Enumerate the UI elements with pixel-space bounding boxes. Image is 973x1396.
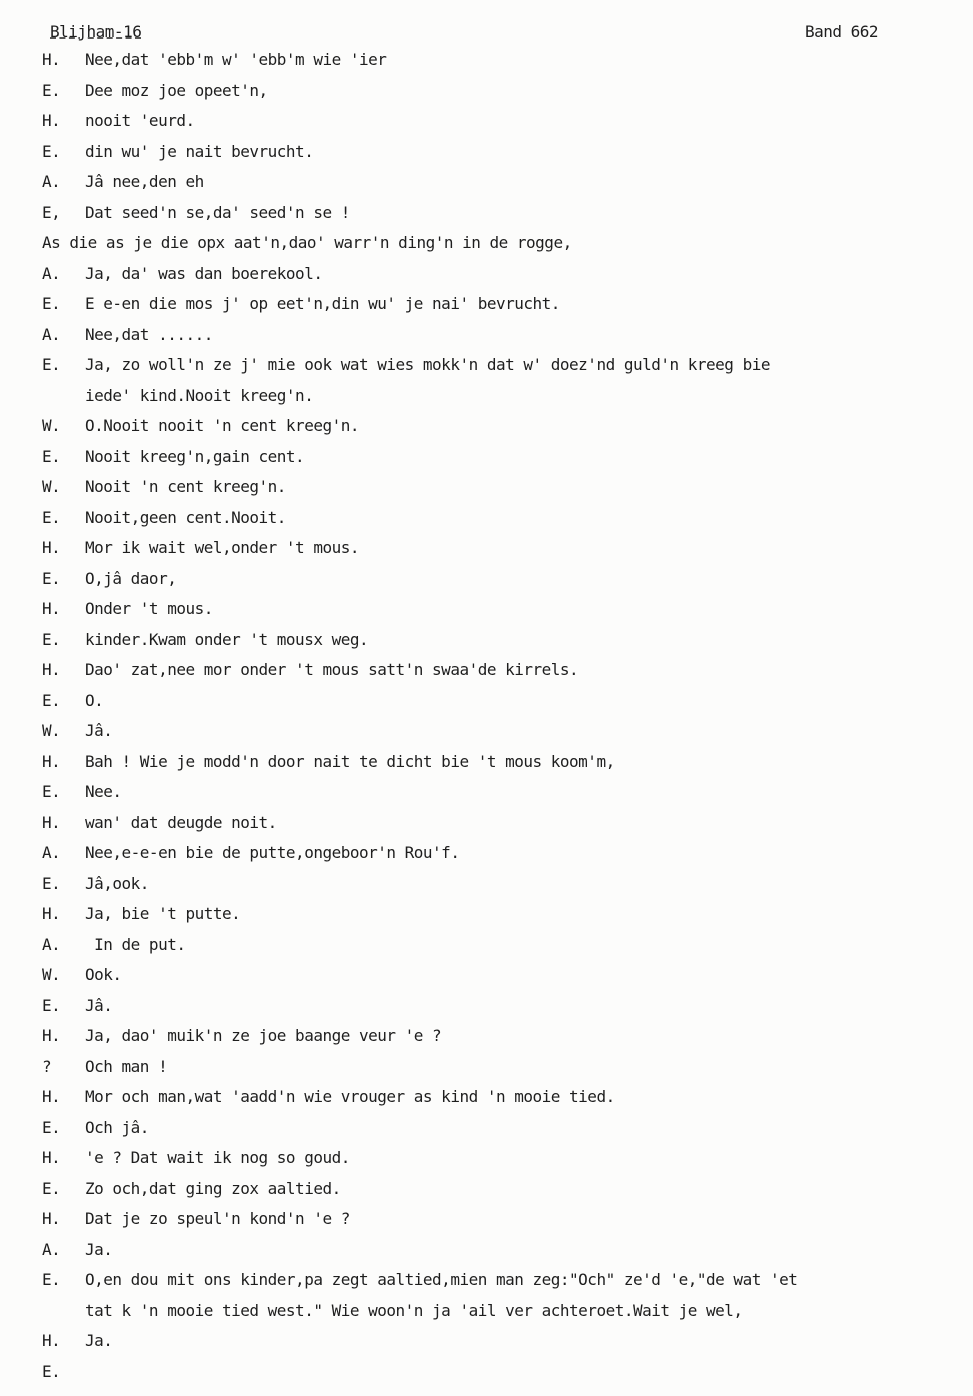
speaker-label: A. bbox=[42, 324, 61, 344]
transcript-line bbox=[0, 599, 973, 621]
speaker-label: W. bbox=[42, 477, 61, 496]
speaker-label: E. bbox=[42, 690, 61, 710]
transcript-line bbox=[0, 325, 973, 347]
transcript-line bbox=[0, 1301, 973, 1323]
speaker-label: A. bbox=[42, 1239, 61, 1259]
speaker-label: E. bbox=[42, 629, 61, 649]
utterance-text: Nee,dat 'ebb'm w' 'ebb'm wie 'ier bbox=[85, 50, 387, 69]
utterance-text: Ja. bbox=[85, 1239, 113, 1259]
utterance-text: Ja, da' was dan boerekool. bbox=[85, 263, 323, 283]
utterance-text: Jâ. bbox=[85, 721, 113, 740]
utterance-text: Dee moz joe opeet'n, bbox=[85, 80, 268, 100]
speaker-label: H. bbox=[42, 1087, 61, 1106]
utterance-text: Och man ! bbox=[85, 1056, 168, 1076]
speaker-label: H. bbox=[42, 751, 61, 771]
speaker-label: A. bbox=[42, 843, 61, 862]
speaker-label: E. bbox=[42, 995, 61, 1015]
transcript-line bbox=[0, 233, 973, 255]
transcript-line bbox=[0, 294, 973, 316]
speaker-label: E. bbox=[42, 507, 61, 527]
transcript-line bbox=[0, 1209, 973, 1231]
transcript-line bbox=[0, 782, 973, 804]
transcript-line bbox=[0, 172, 973, 194]
transcript-line bbox=[0, 935, 973, 957]
speaker-label: H. bbox=[42, 599, 61, 618]
utterance-text: Ja, bie 't putte. bbox=[85, 904, 241, 923]
speaker-label: E. bbox=[42, 568, 61, 588]
transcript-line bbox=[0, 477, 973, 499]
speaker-label: E. bbox=[42, 355, 61, 374]
transcript-line bbox=[0, 1087, 973, 1109]
utterance-text: Dat je zo speul'n kond'n 'e ? bbox=[85, 1209, 350, 1228]
utterance-text: Bah ! Wie je modd'n door nait te dicht bie 't mous koom'm, bbox=[85, 751, 615, 771]
utterance-text: In de put. bbox=[85, 934, 186, 954]
transcript-line bbox=[0, 1240, 973, 1262]
utterance-text: E e-en die mos j' op eet'n,din wu' je nai' bevrucht. bbox=[85, 294, 560, 313]
utterance-text: Ook. bbox=[85, 965, 122, 984]
speaker-label: A. bbox=[42, 934, 61, 954]
speaker-label: ? bbox=[42, 1056, 52, 1076]
speaker-label: H. bbox=[42, 1026, 61, 1045]
transcript-line bbox=[0, 386, 973, 408]
transcript-line bbox=[0, 813, 973, 835]
utterance-text: Jâ nee,den eh bbox=[85, 172, 204, 191]
utterance-text: Nooit kreeg'n,gain cent. bbox=[85, 446, 305, 466]
transcript-line bbox=[0, 1270, 973, 1292]
transcript-line bbox=[0, 447, 973, 469]
utterance-text: nooit 'eurd. bbox=[85, 111, 195, 130]
transcript-line bbox=[0, 1148, 973, 1170]
transcript-line bbox=[0, 1331, 973, 1353]
utterance-text: As die as je die opx aat'n,dao' warr'n ding'n in de rogge, bbox=[42, 233, 572, 252]
speaker-label: H. bbox=[42, 660, 61, 679]
transcript-line bbox=[0, 142, 973, 164]
speaker-label: E. bbox=[42, 1270, 61, 1289]
transcript-line bbox=[0, 660, 973, 682]
utterance-text: Nee. bbox=[85, 782, 122, 801]
title-text: Blijham-16 bbox=[50, 22, 142, 41]
speaker-label: E. bbox=[42, 1178, 61, 1198]
transcript-line bbox=[0, 996, 973, 1018]
speaker-label: E. bbox=[42, 1117, 61, 1137]
speaker-label: H. bbox=[42, 1209, 61, 1228]
transcript-line bbox=[0, 904, 973, 926]
transcript-line bbox=[0, 111, 973, 133]
speaker-label: E. bbox=[42, 294, 61, 313]
transcript-line bbox=[0, 843, 973, 865]
transcript-line bbox=[0, 1118, 973, 1140]
transcript-line bbox=[0, 508, 973, 530]
speaker-label: H. bbox=[42, 538, 61, 557]
utterance-text: Jâ. bbox=[85, 995, 113, 1015]
utterance-text: kinder.Kwam onder 't mousx weg. bbox=[85, 629, 369, 649]
speaker-label: E. bbox=[42, 1361, 61, 1381]
utterance-text: Dat seed'n se,da' seed'n se ! bbox=[85, 202, 350, 222]
speaker-label: W. bbox=[42, 721, 61, 740]
speaker-label: E. bbox=[42, 446, 61, 466]
transcript-line bbox=[0, 264, 973, 286]
speaker-label: H. bbox=[42, 1331, 61, 1350]
utterance-text: din wu' je nait bevrucht. bbox=[85, 141, 314, 161]
utterance-text: 'e ? Dat wait ik nog so goud. bbox=[85, 1148, 350, 1167]
speaker-label: H. bbox=[42, 904, 61, 923]
speaker-label: E. bbox=[42, 873, 61, 893]
transcript-line bbox=[0, 752, 973, 774]
speaker-label: W. bbox=[42, 416, 61, 435]
utterance-text: Nee,e-e-en bie de putte,ongeboor'n Rou'f. bbox=[85, 843, 460, 862]
speaker-label: E, bbox=[42, 202, 61, 222]
utterance-text: Zo och,dat ging zox aaltied. bbox=[85, 1178, 341, 1198]
speaker-label: A. bbox=[42, 172, 61, 191]
transcript-line bbox=[0, 630, 973, 652]
transcript-line bbox=[0, 538, 973, 560]
transcript-line bbox=[0, 81, 973, 103]
transcript-line bbox=[0, 355, 973, 377]
utterance-text: Ja, dao' muik'n ze joe baange veur 'e ? bbox=[85, 1026, 442, 1045]
utterance-text: wan' dat deugde noit. bbox=[85, 812, 277, 832]
utterance-text: Dao' zat,nee mor onder 't mous satt'n swaa'de kirrels. bbox=[85, 660, 579, 679]
utterance-text: Mor och man,wat 'aadd'n wie vrouger as kind 'n mooie tied. bbox=[85, 1087, 615, 1106]
utterance-text: tat k 'n mooie tied west." Wie woon'n ja 'ail ver achteroet.Wait je wel, bbox=[85, 1300, 743, 1320]
transcript-line bbox=[0, 416, 973, 438]
transcript-line bbox=[0, 691, 973, 713]
utterance-text: O.Nooit nooit 'n cent kreeg'n. bbox=[85, 416, 359, 435]
speaker-label: W. bbox=[42, 965, 61, 984]
speaker-label: H. bbox=[42, 111, 61, 130]
utterance-text: Onder 't mous. bbox=[85, 599, 213, 618]
utterance-text: Ja. bbox=[85, 1331, 113, 1350]
utterance-text: Ja, zo woll'n ze j' mie ook wat wies mokk'n dat w' doez'nd guld'n kreeg bie bbox=[85, 355, 770, 374]
speaker-label: E. bbox=[42, 782, 61, 801]
utterance-text: O. bbox=[85, 690, 104, 710]
utterance-text: iede' kind.Nooit kreeg'n. bbox=[85, 385, 314, 405]
transcript-line bbox=[0, 1057, 973, 1079]
speaker-label: E. bbox=[42, 80, 61, 100]
transcript-line bbox=[0, 965, 973, 987]
utterance-text: Nooit,geen cent.Nooit. bbox=[85, 507, 286, 527]
band-number: Band 662 bbox=[804, 22, 878, 41]
utterance-text: O,en dou mit ons kinder,pa zegt aaltied,mien man zeg:"Och" ze'd 'e,"de wat 'et bbox=[85, 1270, 798, 1289]
speaker-label: H. bbox=[42, 50, 61, 69]
transcript-line bbox=[0, 1026, 973, 1048]
transcript-line bbox=[0, 721, 973, 743]
utterance-text: Och jâ. bbox=[85, 1117, 149, 1137]
speaker-label: H. bbox=[42, 1148, 61, 1167]
utterance-text: O,jâ daor, bbox=[85, 568, 177, 588]
transcript-line bbox=[0, 50, 973, 72]
speaker-label: H. bbox=[42, 812, 61, 832]
document-title bbox=[50, 22, 141, 41]
speaker-label: A. bbox=[42, 263, 61, 283]
speaker-label: E. bbox=[42, 141, 61, 161]
utterance-text: Nee,dat ...... bbox=[85, 324, 213, 344]
transcript-line bbox=[0, 874, 973, 896]
utterance-text: Nooit 'n cent kreeg'n. bbox=[85, 477, 286, 496]
transcript-line bbox=[0, 569, 973, 591]
transcript-line bbox=[0, 1179, 973, 1201]
utterance-text: Jâ,ook. bbox=[85, 873, 149, 893]
transcript-line bbox=[0, 1362, 973, 1384]
utterance-text: Mor ik wait wel,onder 't mous. bbox=[85, 538, 359, 557]
transcript-line bbox=[0, 203, 973, 225]
